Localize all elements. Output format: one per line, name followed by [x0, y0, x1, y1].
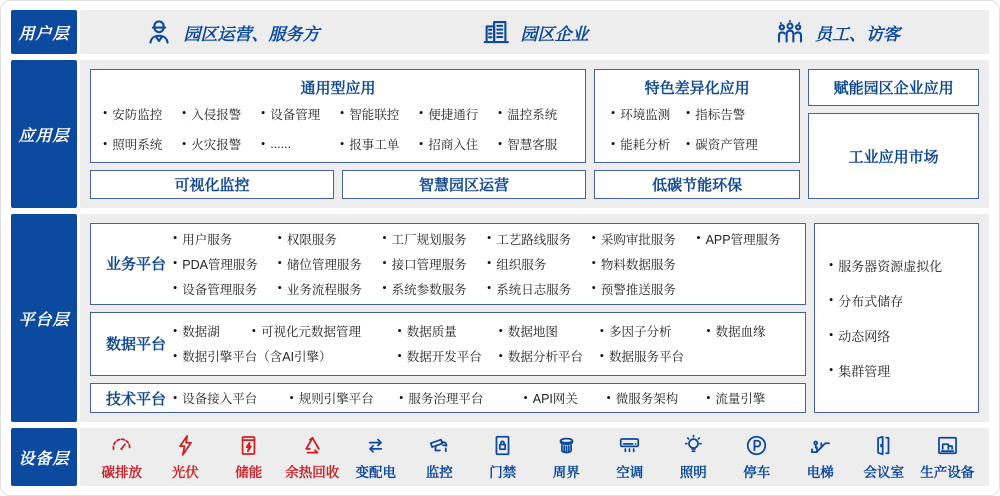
- bar-visual-monitoring: 可视化监控: [90, 170, 334, 199]
- bullet-item: ● 设备管理服务: [173, 280, 272, 298]
- building-icon: [481, 17, 511, 47]
- bullet-item: ● 流量引擎: [706, 389, 795, 407]
- bullet-item: ● 微服务架构: [606, 389, 700, 407]
- bullet-item: ● 可视化元数据管理: [252, 322, 392, 340]
- meeting-room-icon: [871, 433, 896, 458]
- bullet-item: ● 招商入住: [419, 135, 494, 153]
- device-item: [344, 433, 408, 481]
- device-item-label: 周界: [552, 465, 580, 480]
- data-platform-title: 数据平台: [105, 336, 166, 354]
- bullet-item: ● 报事工单: [340, 135, 415, 153]
- bullet-item: ● 系统日志服务: [487, 280, 586, 298]
- air-conditioner-icon: [617, 433, 642, 458]
- platform-layer-content: [80, 214, 989, 422]
- bullet-item: ● 入侵报警: [182, 105, 257, 123]
- bullet-item: ● 碳资产管理: [686, 135, 787, 153]
- light-bulb-icon: [681, 433, 706, 458]
- machine-icon: [935, 433, 960, 458]
- bullet-item: ● 采购审批服务: [592, 230, 691, 248]
- tech-platform-box: [90, 383, 806, 413]
- business-platform-box: [90, 223, 806, 305]
- bullet-item: ● 集群管理: [829, 361, 972, 380]
- device-item: [598, 433, 662, 481]
- user-group-label: 园区运营、服务方: [183, 24, 320, 44]
- bullet-item: ● 动态网络: [829, 326, 972, 345]
- bullet-item: ● 预警推送服务: [592, 280, 691, 298]
- device-item-label: 门禁: [489, 465, 517, 480]
- device-item: [154, 433, 218, 481]
- device-item-label: 变配电: [355, 465, 396, 480]
- recycle-icon: [300, 433, 325, 458]
- device-item: [217, 433, 281, 481]
- lightning-icon: [173, 433, 198, 458]
- bullet-item: ● 多因子分析: [600, 322, 701, 340]
- bullet-item: ● 服务治理平台: [399, 389, 517, 407]
- industrial-app-market-box: 工业应用市场: [808, 113, 979, 199]
- device-item: [789, 433, 853, 481]
- bullet-item: ● 工艺路线服务: [487, 230, 586, 248]
- battery-icon: [236, 433, 261, 458]
- device-item: [471, 433, 535, 481]
- bullet-item: ● 数据湖: [173, 322, 246, 340]
- bullet-item: ● PDA管理服务: [173, 255, 272, 273]
- application-layer-content: [80, 60, 989, 208]
- device-item-label: 生产设备: [920, 465, 975, 480]
- device-item: [90, 433, 154, 481]
- perimeter-icon: [554, 433, 579, 458]
- device-item-label: 空调: [616, 465, 644, 480]
- layer-application: [11, 60, 989, 208]
- user-group-label: 园区企业: [520, 24, 589, 44]
- special-apps-list: [607, 100, 787, 158]
- bullet-item: ● 数据分析平台: [499, 347, 594, 365]
- user-group-label: 员工、访客: [815, 24, 900, 44]
- bullet-item: ● 数据开发平台: [398, 347, 493, 365]
- people-icon: [775, 17, 805, 47]
- bullet-item: ● 照明系统: [103, 135, 178, 153]
- layer-label-device: 设备层: [11, 428, 77, 486]
- bullet-item: ● 用户服务: [173, 230, 272, 248]
- device-item: [408, 433, 472, 481]
- bullet-item: ● 便捷通行: [419, 105, 494, 123]
- data-services-row: [173, 322, 795, 340]
- bullet-item: ● 能耗分析: [611, 135, 686, 153]
- layer-label-application: 应用层: [11, 60, 77, 208]
- user-layer-content: [80, 10, 989, 54]
- business-services-row: [173, 255, 795, 273]
- device-item-label: 储能: [235, 465, 263, 480]
- bullet-item: ● 数据血缘: [706, 322, 795, 340]
- bullet-item: ● 接口管理服务: [382, 255, 481, 273]
- device-item: [535, 433, 599, 481]
- bullet-item: ● 数据服务平台: [600, 347, 701, 365]
- device-item-label: 监控: [425, 465, 453, 480]
- bullet-item: ● 组织服务: [487, 255, 586, 273]
- gauge-icon: [109, 433, 134, 458]
- platform-left-column: [90, 223, 806, 413]
- bullet-item: ● 工厂规划服务: [382, 230, 481, 248]
- device-item-label: 停车: [743, 465, 771, 480]
- bullet-item: ● 数据质量: [398, 322, 493, 340]
- device-item: [852, 433, 916, 481]
- enterprise-apps-column: [808, 69, 979, 199]
- special-apps-column: [594, 69, 800, 199]
- bullet-item: ● 权限服务: [278, 230, 377, 248]
- device-item-label: 照明: [679, 465, 707, 480]
- layer-label-user: 用户层: [11, 10, 77, 54]
- bullet-item: ● 分布式储存: [829, 291, 972, 310]
- device-item-label: 碳排放: [101, 465, 142, 480]
- bullet-item: ● 数据地图: [499, 322, 594, 340]
- bar-smart-park-operation: 智慧园区运营: [342, 170, 586, 199]
- general-apps-column: [90, 69, 586, 199]
- layer-user: [11, 10, 989, 54]
- device-item-label: 光伏: [171, 465, 199, 480]
- bullet-item: ● 设备管理: [261, 105, 336, 123]
- bullet-item: ● 业务流程服务: [278, 280, 377, 298]
- bullet-item: ● 储位管理服务: [278, 255, 377, 273]
- general-bars-row: [90, 170, 586, 199]
- door-lock-icon: [490, 433, 515, 458]
- layer-label-platform: 平台层: [11, 214, 77, 422]
- special-apps-title: 特色差异化应用: [644, 80, 750, 97]
- device-layer-content: [80, 428, 989, 486]
- special-bars-row: [594, 170, 800, 199]
- general-apps-box: [90, 69, 586, 163]
- layer-platform: [11, 214, 989, 422]
- operator-icon: [144, 17, 174, 47]
- user-group: [686, 17, 989, 47]
- power-exchange-icon: [363, 433, 388, 458]
- device-item-label: 电梯: [806, 465, 834, 480]
- bullet-item: ● 物料数据服务: [592, 255, 691, 273]
- bullet-item: ● ......: [261, 135, 336, 153]
- bar-low-carbon: 低碳节能环保: [594, 170, 800, 199]
- user-group: [80, 17, 383, 47]
- business-services-row: [173, 280, 795, 298]
- general-apps-title: 通用型应用: [300, 80, 376, 97]
- device-item: [916, 433, 980, 481]
- business-platform-title: 业务平台: [105, 256, 166, 274]
- bullet-item: ● 设备接入平台: [173, 389, 284, 407]
- user-group: [383, 17, 686, 47]
- bullet-item: ● 智慧客服: [498, 135, 573, 153]
- layer-device: [11, 428, 989, 486]
- bullet-item: ● 系统参数服务: [382, 280, 481, 298]
- bullet-item: ● 服务器资源虚拟化: [829, 256, 972, 275]
- bullet-item: ● 数据引擎平台（含AI引擎）: [173, 347, 392, 365]
- special-apps-box: [594, 69, 800, 163]
- data-services-row: [173, 347, 795, 365]
- bullet-item: ● 规则引擎平台: [290, 389, 394, 407]
- device-item-label: 余热回收: [285, 465, 340, 480]
- empower-enterprise-box: 赋能园区企业应用: [808, 69, 979, 106]
- escalator-icon: [808, 433, 833, 458]
- bullet-item: ● 安防监控: [103, 105, 178, 123]
- parking-icon: [744, 433, 769, 458]
- bullet-item: ● 温控系统: [498, 105, 573, 123]
- bullet-item: ● 火灾报警: [182, 135, 257, 153]
- device-item: [281, 433, 345, 481]
- tech-platform-title: 技术平台: [105, 390, 166, 408]
- tech-services-row: [173, 389, 795, 407]
- general-apps-list: [103, 100, 573, 158]
- bullet-item: ● 智能联控: [340, 105, 415, 123]
- device-item: [725, 433, 789, 481]
- bullet-item: ● API网关: [524, 389, 601, 407]
- bullet-item: ● APP管理服务: [696, 230, 795, 248]
- device-item-label: 会议室: [863, 465, 904, 480]
- bullet-item: ● 指标告警: [686, 105, 787, 123]
- bullet-item: ● 环境监测: [611, 105, 686, 123]
- device-item: [662, 433, 726, 481]
- business-services-row: [173, 230, 795, 248]
- infrastructure-box: [814, 223, 979, 413]
- cctv-icon: [427, 433, 452, 458]
- data-platform-box: [90, 312, 806, 376]
